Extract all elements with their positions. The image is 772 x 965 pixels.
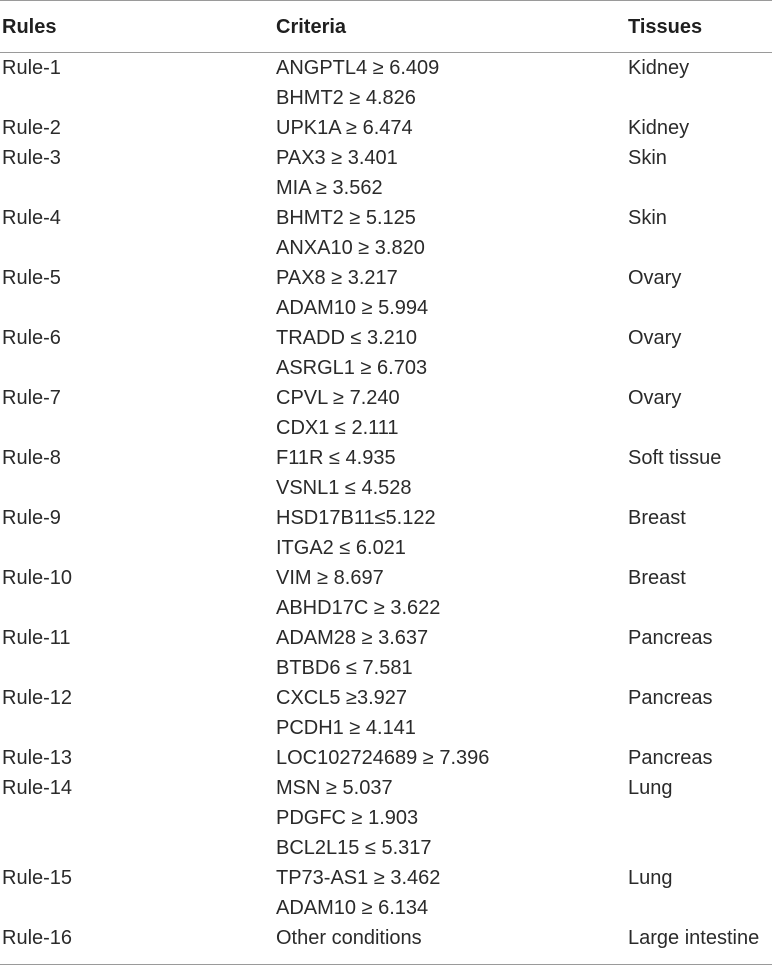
tissue-cell: Pancreas	[628, 687, 713, 709]
rule-cell: Rule-8	[2, 447, 61, 469]
tissue-cell: Ovary	[628, 327, 682, 349]
rule-cell: Rule-6	[2, 327, 61, 349]
criteria-line: ITGA2 ≤ 6.021	[276, 537, 406, 559]
table-row	[0, 203, 772, 263]
criteria-line: BCL2L15 ≤ 5.317	[276, 837, 432, 859]
criteria-line: CDX1 ≤ 2.111	[276, 417, 399, 439]
rule-cell: Rule-7	[2, 387, 61, 409]
rule-cell: Rule-10	[2, 567, 73, 589]
criteria-cell	[276, 143, 398, 203]
tissue-cell: Skin	[628, 207, 667, 229]
criteria-cell	[276, 503, 436, 563]
rule-cell: Rule-15	[2, 867, 73, 889]
criteria-line: VIM ≥ 8.697	[276, 567, 384, 589]
tissue-cell: Ovary	[628, 267, 682, 289]
table-row	[0, 383, 772, 443]
rule-cell: Rule-16	[2, 927, 73, 949]
criteria-line: ANXA10 ≥ 3.820	[276, 237, 425, 259]
table-header	[0, 0, 772, 53]
criteria-line: Other conditions	[276, 927, 422, 949]
criteria-cell	[276, 683, 416, 743]
criteria-cell	[276, 563, 440, 623]
criteria-line: PDGFC ≥ 1.903	[276, 807, 419, 829]
table-row	[0, 263, 772, 323]
table-body	[0, 53, 772, 953]
tissue-cell: Kidney	[628, 117, 690, 139]
criteria-line: BHMT2 ≥ 5.125	[276, 207, 416, 229]
tissue-cell: Pancreas	[628, 747, 713, 769]
header-tissues: Tissues	[628, 16, 703, 38]
criteria-line: HSD17B11≤5.122	[276, 507, 436, 529]
criteria-cell	[276, 383, 400, 443]
tissue-cell: Ovary	[628, 387, 682, 409]
criteria-line: ABHD17C ≥ 3.622	[276, 597, 441, 619]
criteria-line: MIA ≥ 3.562	[276, 177, 383, 199]
criteria-cell	[276, 203, 425, 263]
criteria-line: ANGPTL4 ≥ 6.409	[276, 57, 440, 79]
table-row	[0, 503, 772, 563]
rule-cell: Rule-3	[2, 147, 61, 169]
rule-cell: Rule-9	[2, 507, 61, 529]
criteria-cell	[276, 53, 439, 113]
table-row	[0, 923, 772, 953]
criteria-cell	[276, 323, 427, 383]
table-row	[0, 773, 772, 863]
header-rules: Rules	[2, 16, 57, 38]
criteria-line: ADAM10 ≥ 6.134	[276, 897, 429, 919]
criteria-line: ADAM10 ≥ 5.994	[276, 297, 429, 319]
rule-cell: Rule-1	[2, 57, 61, 79]
criteria-line: BTBD6 ≤ 7.581	[276, 657, 413, 679]
rule-cell: Rule-5	[2, 267, 61, 289]
rule-cell: Rule-2	[2, 117, 61, 139]
table-row	[0, 863, 772, 923]
rule-cell: Rule-12	[2, 687, 73, 709]
rule-cell: Rule-13	[2, 747, 73, 769]
table-row	[0, 53, 772, 113]
tissue-cell: Breast	[628, 567, 686, 589]
table-row	[0, 563, 772, 623]
rule-cell: Rule-11	[2, 627, 71, 649]
table-row	[0, 443, 772, 503]
criteria-line: ADAM28 ≥ 3.637	[276, 627, 429, 649]
criteria-line: TRADD ≤ 3.210	[276, 327, 418, 349]
criteria-cell	[276, 623, 428, 683]
criteria-line: ASRGL1 ≥ 6.703	[276, 357, 428, 379]
table-row	[0, 143, 772, 203]
table-row	[0, 743, 772, 773]
tissue-cell: Large intestine	[628, 927, 760, 949]
criteria-line: CXCL5 ≥3.927	[276, 687, 408, 709]
table-row	[0, 113, 772, 143]
criteria-cell	[276, 743, 489, 773]
criteria-cell	[276, 773, 432, 863]
criteria-cell	[276, 113, 413, 143]
table-row	[0, 683, 772, 743]
table-row	[0, 323, 772, 383]
tissue-cell: Lung	[628, 777, 673, 799]
criteria-line: LOC102724689 ≥ 7.396	[276, 747, 490, 769]
criteria-cell	[276, 443, 412, 503]
header-criteria: Criteria	[276, 16, 347, 38]
criteria-line: CPVL ≥ 7.240	[276, 387, 400, 409]
criteria-line: PAX8 ≥ 3.217	[276, 267, 398, 289]
rule-cell: Rule-14	[2, 777, 73, 799]
criteria-line: TP73-AS1 ≥ 3.462	[276, 867, 441, 889]
criteria-line: UPK1A ≥ 6.474	[276, 117, 413, 139]
criteria-line: PAX3 ≥ 3.401	[276, 147, 398, 169]
table-row	[0, 623, 772, 683]
tissue-cell: Soft tissue	[628, 447, 722, 469]
tissue-cell: Lung	[628, 867, 673, 889]
criteria-line: BHMT2 ≥ 4.826	[276, 87, 416, 109]
criteria-line: PCDH1 ≥ 4.141	[276, 717, 416, 739]
criteria-line: VSNL1 ≤ 4.528	[276, 477, 412, 499]
criteria-cell	[276, 923, 422, 953]
criteria-line: MSN ≥ 5.037	[276, 777, 393, 799]
rule-cell: Rule-4	[2, 207, 61, 229]
tissue-cell: Kidney	[628, 57, 690, 79]
tissue-cell: Breast	[628, 507, 686, 529]
criteria-cell	[276, 863, 440, 923]
criteria-cell	[276, 263, 428, 323]
tissue-cell: Skin	[628, 147, 667, 169]
tissue-cell: Pancreas	[628, 627, 713, 649]
criteria-line: F11R ≤ 4.935	[276, 447, 396, 469]
